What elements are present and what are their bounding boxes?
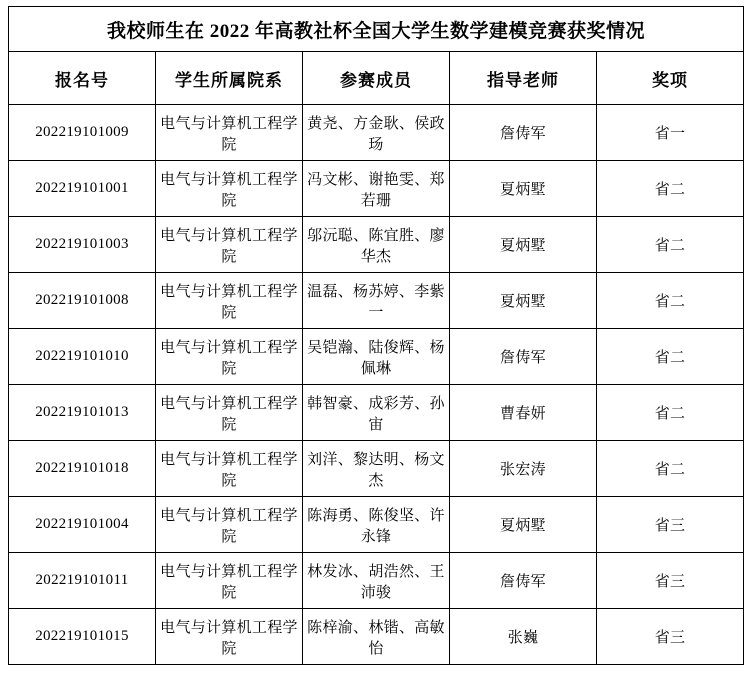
table-row [9, 161, 744, 217]
cell-members: 陈海勇、陈俊坚、许永锋 [303, 497, 450, 553]
cell-id: 202219101013 [9, 385, 156, 441]
column-header-members: 参赛成员 [303, 52, 450, 105]
cell-teacher: 詹俦军 [450, 329, 597, 385]
cell-id: 202219101003 [9, 217, 156, 273]
table-row [9, 553, 744, 609]
table-row [9, 497, 744, 553]
cell-id: 202219101011 [9, 553, 156, 609]
cell-prize: 省三 [597, 497, 744, 553]
cell-prize: 省二 [597, 385, 744, 441]
table-row [9, 329, 744, 385]
cell-members: 林发冰、胡浩然、王沛骏 [303, 553, 450, 609]
table-row [9, 273, 744, 329]
cell-dept: 电气与计算机工程学院 [156, 329, 303, 385]
cell-prize: 省二 [597, 217, 744, 273]
cell-members: 温磊、杨苏婷、李紫一 [303, 273, 450, 329]
cell-teacher: 詹俦军 [450, 553, 597, 609]
award-table [8, 6, 744, 665]
cell-prize: 省二 [597, 441, 744, 497]
cell-prize: 省二 [597, 273, 744, 329]
cell-id: 202219101009 [9, 105, 156, 161]
cell-dept: 电气与计算机工程学院 [156, 105, 303, 161]
cell-dept: 电气与计算机工程学院 [156, 385, 303, 441]
cell-dept: 电气与计算机工程学院 [156, 273, 303, 329]
title-row [9, 7, 744, 52]
cell-id: 202219101010 [9, 329, 156, 385]
column-header-dept: 学生所属院系 [156, 52, 303, 105]
column-header-teacher: 指导老师 [450, 52, 597, 105]
cell-members: 邬沅聪、陈宜胜、廖华杰 [303, 217, 450, 273]
cell-id: 202219101015 [9, 609, 156, 665]
document-title: 我校师生在 2022 年高教社杯全国大学生数学建模竞赛获奖情况 [9, 7, 744, 52]
cell-members: 刘洋、黎达明、杨文杰 [303, 441, 450, 497]
table-row [9, 217, 744, 273]
cell-dept: 电气与计算机工程学院 [156, 161, 303, 217]
table-row [9, 105, 744, 161]
cell-dept: 电气与计算机工程学院 [156, 497, 303, 553]
cell-dept: 电气与计算机工程学院 [156, 217, 303, 273]
cell-prize: 省二 [597, 161, 744, 217]
cell-members: 韩智豪、成彩芳、孙宙 [303, 385, 450, 441]
cell-dept: 电气与计算机工程学院 [156, 553, 303, 609]
cell-dept: 电气与计算机工程学院 [156, 441, 303, 497]
cell-teacher: 张宏涛 [450, 441, 597, 497]
cell-teacher: 夏炳墅 [450, 497, 597, 553]
cell-id: 202219101008 [9, 273, 156, 329]
column-header-prize: 奖项 [597, 52, 744, 105]
cell-teacher: 张巍 [450, 609, 597, 665]
cell-dept: 电气与计算机工程学院 [156, 609, 303, 665]
cell-id: 202219101001 [9, 161, 156, 217]
cell-prize: 省一 [597, 105, 744, 161]
table-row [9, 441, 744, 497]
cell-id: 202219101018 [9, 441, 156, 497]
header-row [9, 52, 744, 105]
cell-prize: 省二 [597, 329, 744, 385]
cell-teacher: 夏炳墅 [450, 217, 597, 273]
cell-teacher: 曹春妍 [450, 385, 597, 441]
cell-prize: 省三 [597, 609, 744, 665]
cell-teacher: 夏炳墅 [450, 161, 597, 217]
cell-teacher: 夏炳墅 [450, 273, 597, 329]
cell-prize: 省三 [597, 553, 744, 609]
table-row [9, 385, 744, 441]
cell-id: 202219101004 [9, 497, 156, 553]
cell-members: 黄尧、方金耿、侯政玚 [303, 105, 450, 161]
cell-members: 陈梓渝、林锴、高敏怡 [303, 609, 450, 665]
column-header-id: 报名号 [9, 52, 156, 105]
cell-teacher: 詹俦军 [450, 105, 597, 161]
table-row [9, 609, 744, 665]
cell-members: 冯文彬、谢艳雯、郑若珊 [303, 161, 450, 217]
cell-members: 吴铠瀚、陆俊辉、杨佩琳 [303, 329, 450, 385]
